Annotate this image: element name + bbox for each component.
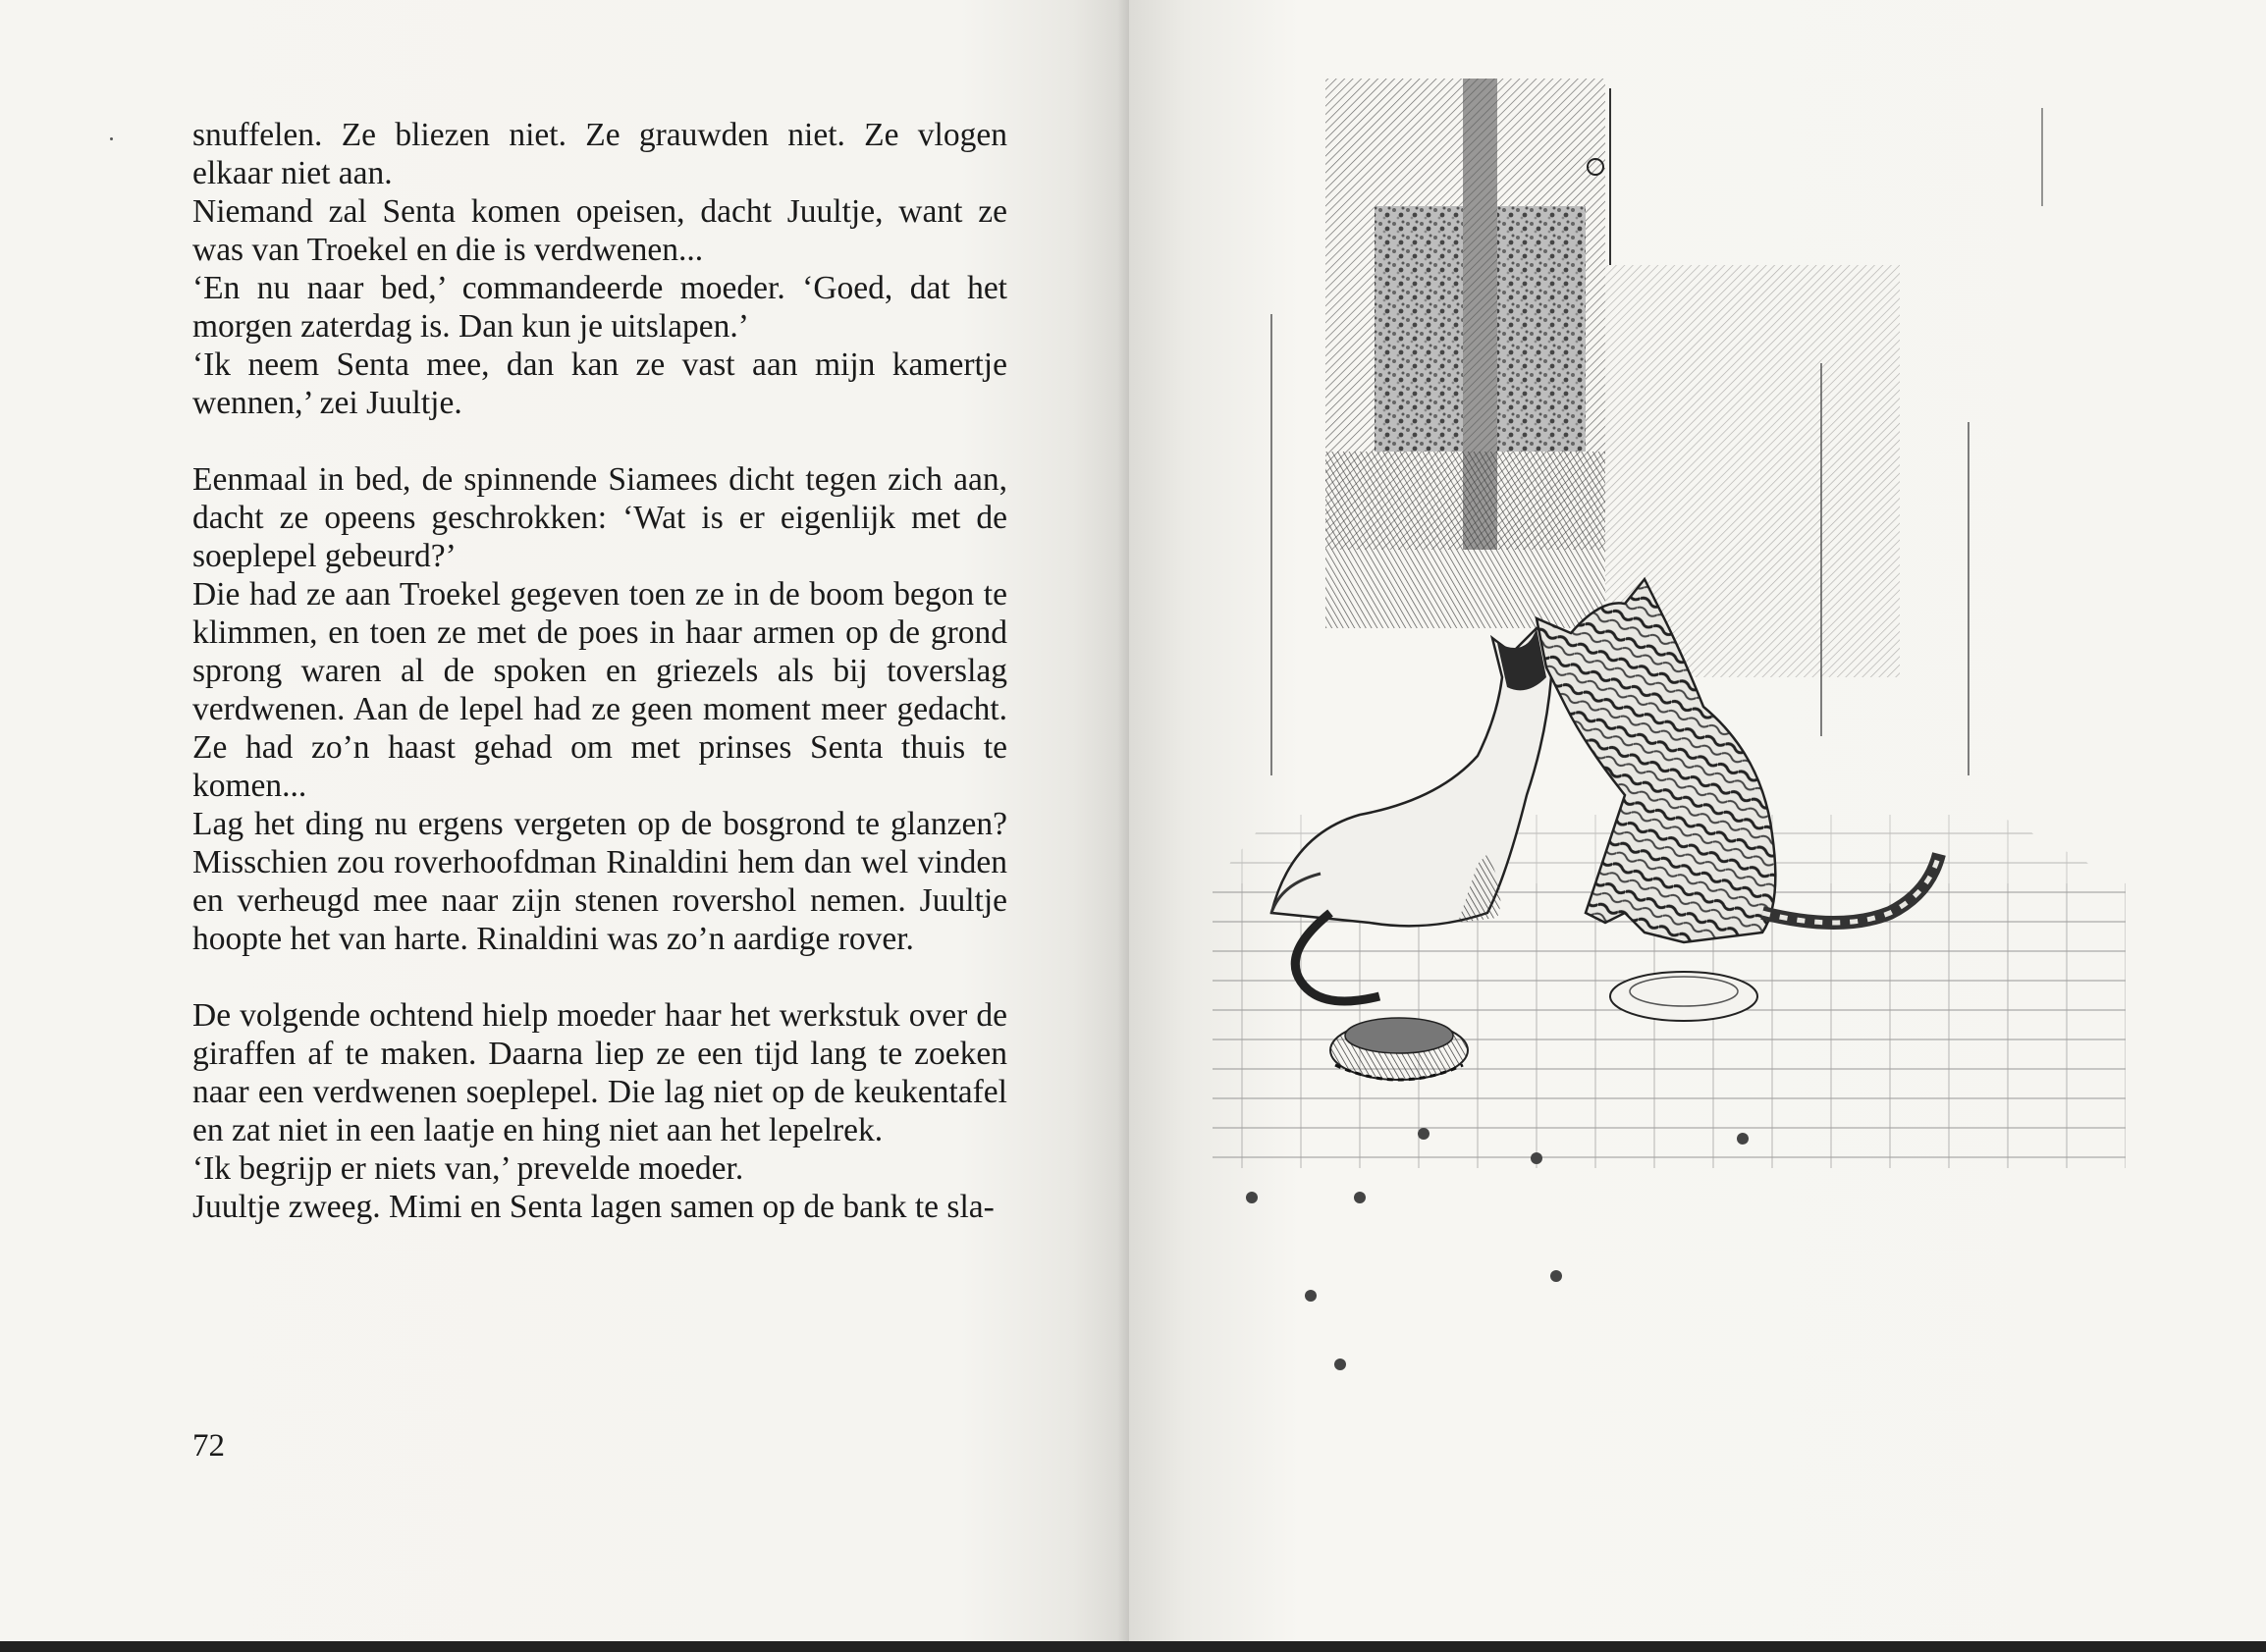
paragraph: snuffelen. Ze bliezen niet. Ze grauwden niet. Ze vlogen elkaar niet aan. [192,117,1007,191]
section-gap [192,422,1007,460]
section-gap [192,958,1007,996]
door-lower-shadow [1325,452,1605,628]
text-block [192,116,1007,1226]
food-bowl [1330,1018,1468,1080]
right-page [1129,0,2266,1644]
two-cats-illustration [1213,69,2126,1394]
page-bottom-edge [0,1641,2266,1652]
speck [110,137,113,140]
paragraph: Lag het ding nu ergens vergeten op de bosgrond te glanzen? Misschien zou roverhoofdman Rinaldini hem dan wel vinden en verheugd mee naar zijn stenen rovershol nemen. Juultje hoopte het van harte. Rinaldini was zo’n aardige rover. [192,806,1007,957]
paragraph: Eenmaal in bed, de spinnende Siamees dicht tegen zich aan, dacht ze opeens geschrokken: ‘Wat is er eigenlijk met de soeplepel gebeurd?’ [192,461,1007,574]
paragraph: Die had ze aan Troekel gegeven toen ze in de boom begon te klimmen, en toen ze met de poes in haar armen op de grond sprong waren al de spoken en griezels als bij toverslag verdwenen. Aan de lepel had ze geen moment meer gedacht. Ze had zo’n haast gehad om met prinses Senta thuis te komen... [192,576,1007,804]
paragraph: De volgende ochtend hielp moeder haar het werkstuk over de giraffen af te maken. Daarna liep ze een tijd lang te zoeken naar een verdwenen soeplepel. Die lag niet op de keukentafel en zat niet in een laatje en hing niet aan het lepelrek. [192,997,1007,1148]
page-number: 72 [192,1428,225,1464]
paragraph: Niemand zal Senta komen opeisen, dacht Juultje, want ze was van Troekel en die is verdwenen... [192,193,1007,268]
window-pane-left [1375,206,1463,452]
paragraph: ‘En nu naar bed,’ commandeerde moeder. ‘Goed, dat het morgen zaterdag is. Dan kun je uitslapen.’ [192,270,1007,345]
water-bowl [1610,972,1757,1021]
paragraph: Juultje zweeg. Mimi en Senta lagen samen op de bank te sla- [192,1189,995,1225]
paragraph: ‘Ik begrijp er niets van,’ prevelde moeder. [192,1150,744,1187]
window-pane-right [1497,206,1586,452]
paragraph: ‘Ik neem Senta mee, dan kan ze vast aan mijn kamertje wennen,’ zei Juultje. [192,346,1007,421]
left-page [0,0,1129,1644]
